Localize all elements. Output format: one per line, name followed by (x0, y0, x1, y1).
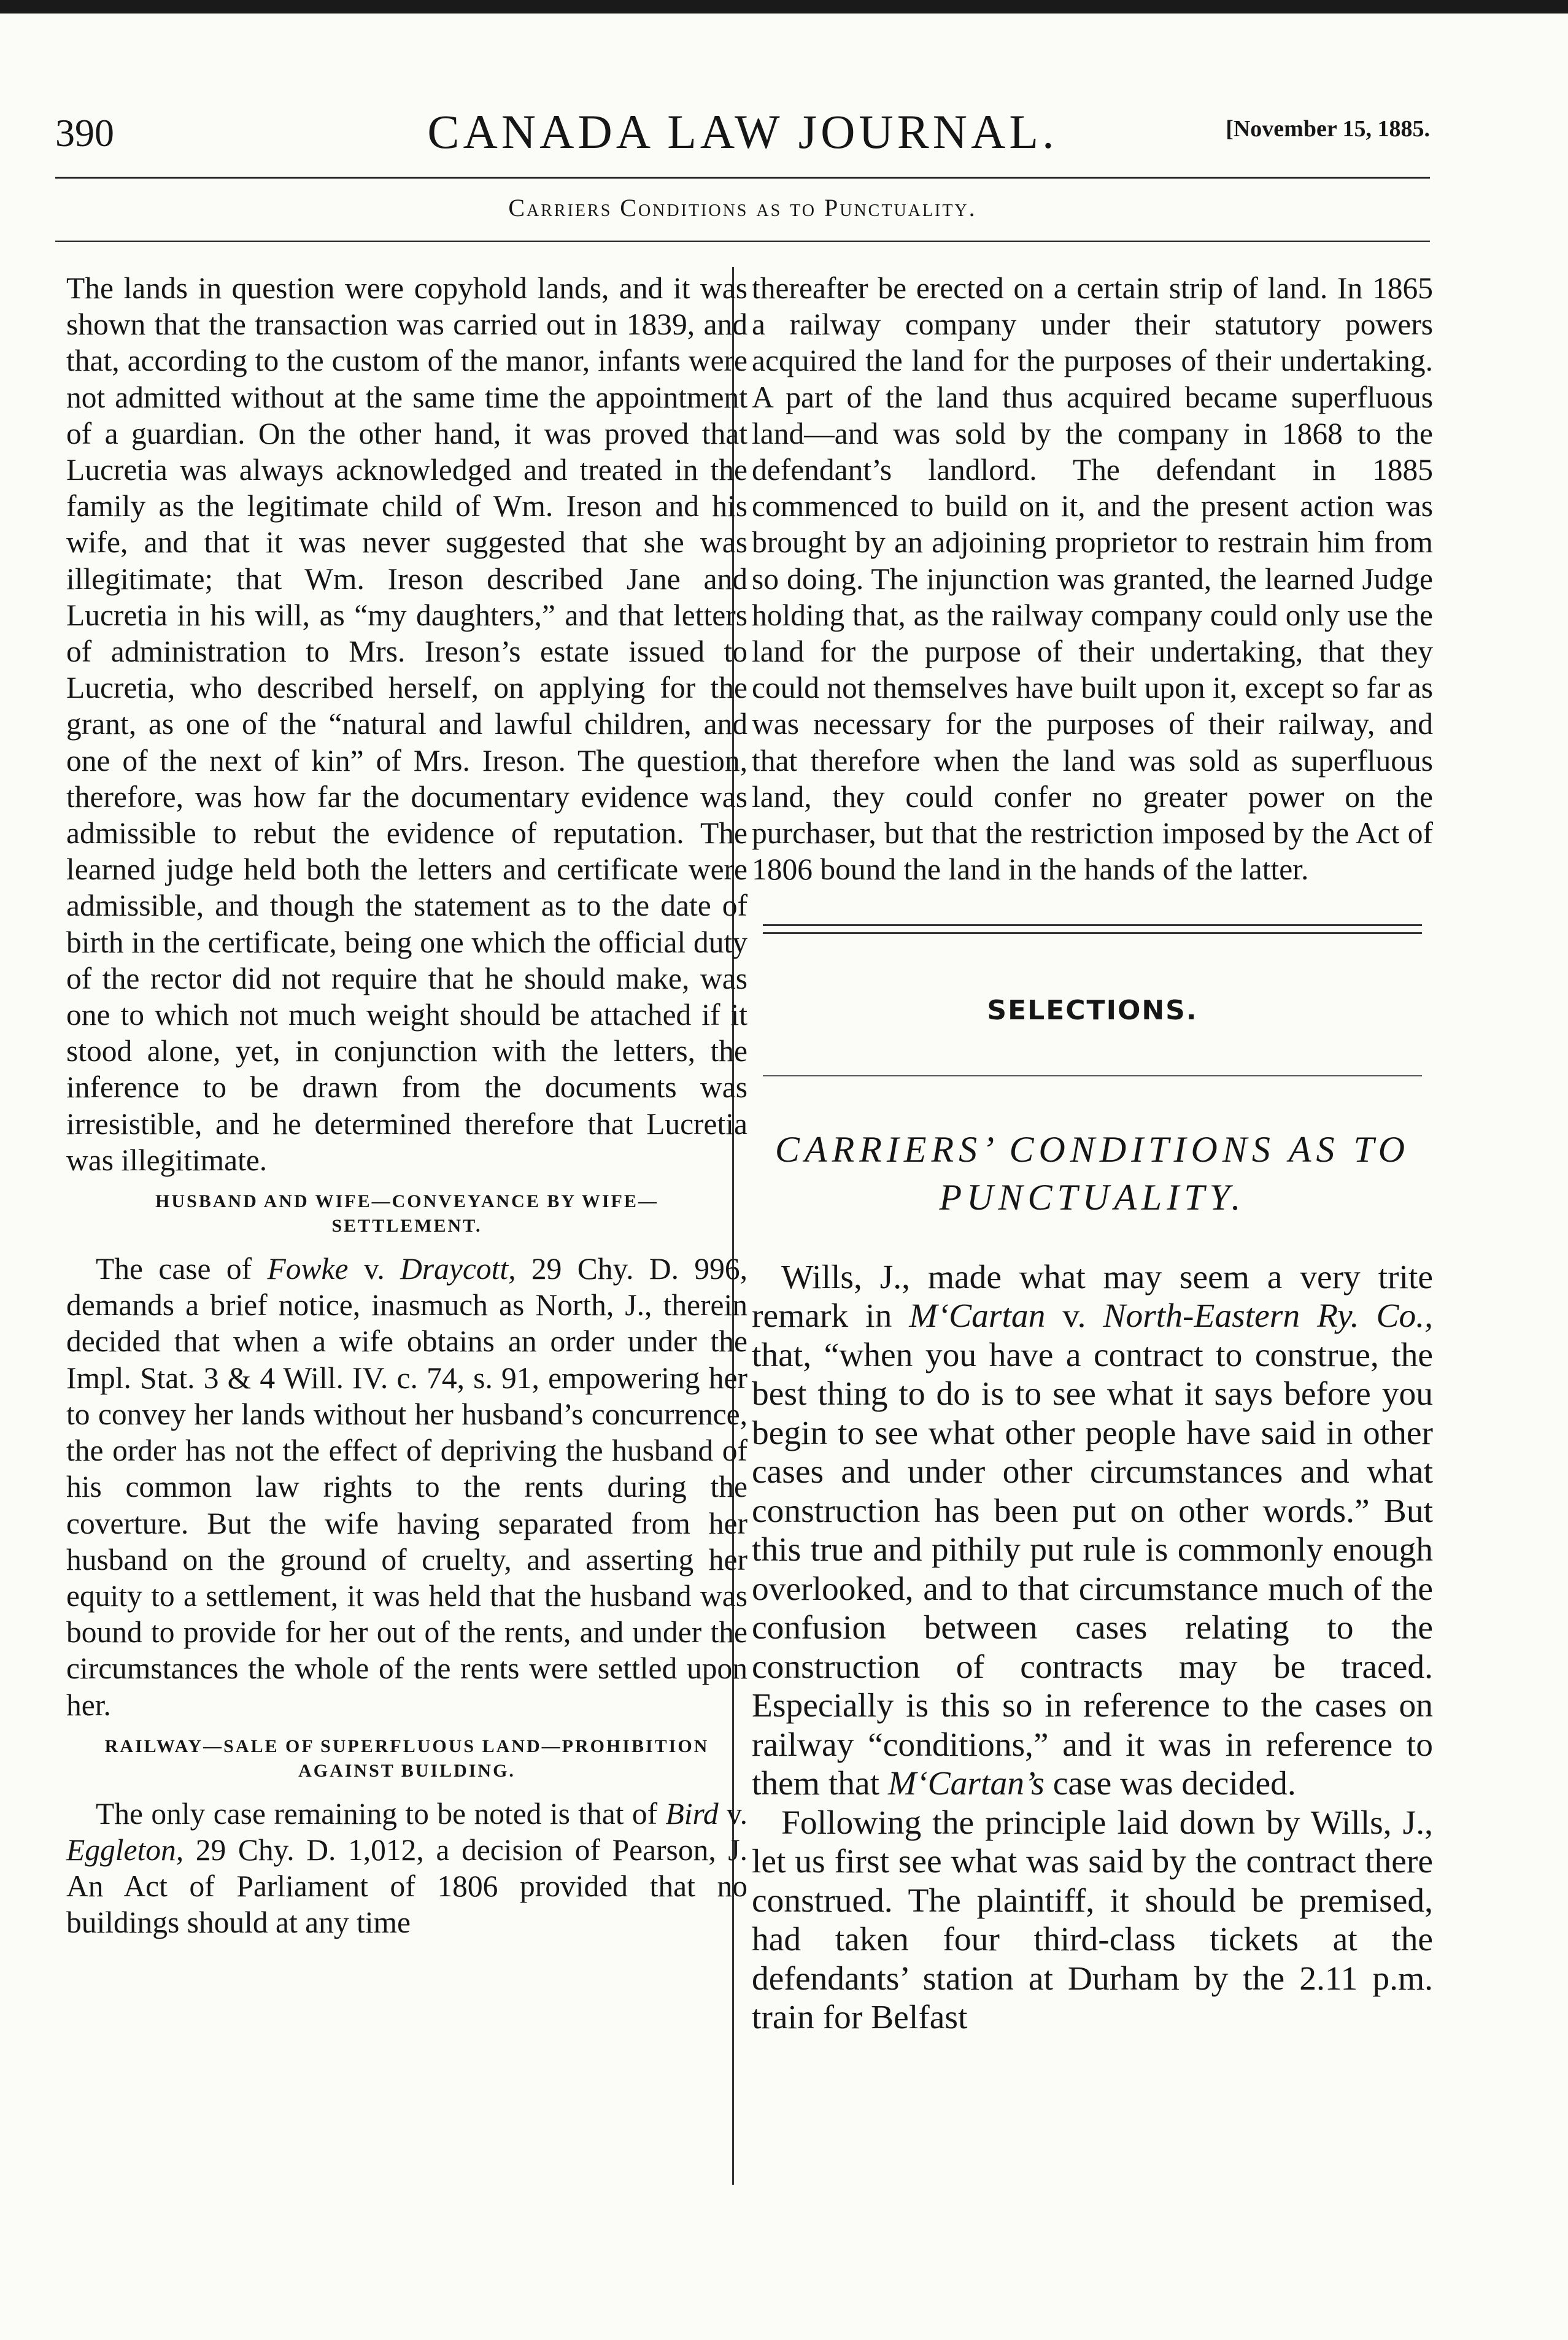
article-paragraph-1: Wills, J., made what may seem a very trite remark in M‘Cartan v. North-Eastern Ry. Co., that, “when you have a contract to construe, the best thing to do is to see what it says before you begin to see what other people have said in other cases and under other circumstances and what construction has been put on other words.” But this true and pithily put rule is commonly enough overlooked, and to that circumstance much of the confusion between cases relating to the construction of contracts may be traced. Especially is this so in reference to the cases on railway “conditions,” and it was in reference to them that M‘Cartan’s case was decided. (752, 1258, 1433, 1803)
subheading-husband-and-wife: HUSBAND AND WIFE—CONVEYANCE BY WIFE—SETTLEMENT. (155, 1191, 658, 1237)
case-name-bird: Bird (665, 1796, 719, 1831)
case-name-eggleton: Eggleton, (66, 1832, 184, 1867)
issue-date: [November 15, 1885. (1226, 116, 1430, 142)
scan-top-border (0, 0, 1568, 14)
section-divider (752, 924, 1433, 934)
left-paragraph-3: The only case remaining to be noted is that of Bird v. Eggleton, 29 Chy. D. 1,012, a decision of Pearson, J. An Act of Parliament of 1806 provided that no buildings should at any time (66, 1796, 747, 1940)
right-column (752, 270, 1433, 2037)
running-head-rule (55, 241, 1430, 242)
page-header (55, 92, 1430, 166)
left-paragraph-2: The case of Fowke v. Draycott, 29 Chy. D. 996, demands a brief notice, inasmuch as North, J., therein decided that when a wife obtains an order under the Impl. Stat. 3 & 4 Will. IV. c. 74, s. 91, empowering her to convey her lands without her husband’s concurrence, the order has not the effect of depriving the husband of his common law rights to the rents during the coverture. But the wife having separated from her husband on the ground of cruelty, and asserting her equity to a settlement, it was held that the husband was bound to provide for her out of the rents, and under the circumstances the whole of the rents were settled upon her. (66, 1252, 747, 1722)
subheading-railway-sale: RAILWAY—SALE OF SUPERFLUOUS LAND—PROHIBITION AGAINST BUILDING. (104, 1736, 709, 1781)
left-paragraph-1: The lands in question were copyhold lands, and it was shown that the transaction was carried out in 1839, and that, according to the custom of the manor, infants were not admitted without at the same time the appointment of a guardian. On the other hand, it was proved that Lucretia was always acknowledged and treated in the family as the legitimate child of Wm. Ireson and his wife, and that it was never suggested that she was illegitimate; that Wm. Ireson described Jane and Lucretia in his will, as “my daughters,” and that letters of administration to Mrs. Ireson’s estate issued to Lucretia, who described herself, on applying for the grant, as one of the “natural and lawful children, and one of the next of kin” of Mrs. Ireson. The question, therefore, was how far the documentary evidence was admissible to rebut the evidence of reputation. The learned judge held both the letters and certificate were admissible, and though the statement as to the date of birth in the certificate, being one which the official duty of the rector did not require that he should make, was one to which not much weight should be attached if it stood alone, yet, in conjunction with the letters, the inference to be drawn from the documents was irresistible, and he determined therefore that Lucretia was illegitimate. (66, 271, 747, 1177)
case-name-fowke: Fowke (267, 1252, 349, 1286)
case-name-mcartans: M‘Cartan’s (887, 1765, 1045, 1803)
section-title-rule (763, 1075, 1422, 1076)
header-rule (55, 177, 1430, 179)
case-name-north-eastern: North-Eastern Ry. Co., (1103, 1297, 1433, 1335)
case-name-mcartan: M‘Cartan (909, 1297, 1046, 1335)
journal-title: CANADA LAW JOURNAL. (427, 105, 1058, 158)
page-number: 390 (55, 111, 114, 155)
running-head: Carriers Conditions as to Punctuality. (508, 194, 977, 222)
case-name-draycott: Draycott, (400, 1252, 516, 1286)
left-column (66, 270, 747, 1941)
article-body (752, 1258, 1433, 2037)
section-title: SELECTIONS. (987, 995, 1198, 1027)
article-title: CARRIERS’ CONDITIONS AS TO PUNCTUALITY. (774, 1129, 1410, 1218)
right-paragraph-1: thereafter be erected on a certain strip of land. In 1865 a railway company under their statutory powers acquired the land for the purposes of their undertaking. A part of the land thus acquired became superfluous land—and was sold by the company in 1868 to the defendant’s landlord. The defendant in 1885 commenced to build on it, and the present action was brought by an adjoining proprietor to restrain him from so doing. The injunction was granted, the learned Judge holding that, as the railway company could only use the land for the purpose of their undertaking, that they could not themselves have built upon it, except so far as was necessary for the purposes of their railway, and that therefore when the land was sold as superfluous land, they could confer no greater power on the purchaser, but that the restriction imposed by the Act of 1806 bound the land in the hands of the latter. (752, 271, 1433, 887)
article-paragraph-2: Following the principle laid down by Wills, J., let us first see what was said by the contract there construed. The plaintiff, it should be premised, had taken four third-class tickets at the defendants’ station at Durham by the 2.11 p.m. train for Belfast (752, 1804, 1433, 2037)
